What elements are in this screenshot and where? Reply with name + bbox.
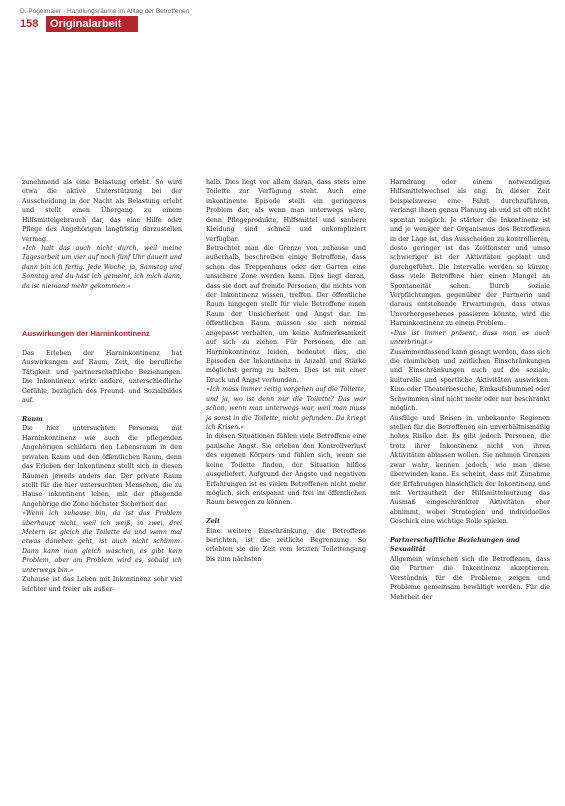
text-column-2: [206, 178, 366, 564]
paragraph: Ausflüge und Reisen in unbekannte Regionen stellen für die Betroffenen ein unverhältnismäßig hohes Risiko dar. Es gibt jedoch Personen, die trotz ihrer Inkontinenz nicht von ihren Aktivitäten ablassen wollen. Sie nehmen Grenzen zwar wahr, kennen jedoch, wie man diese überwinden kann. Es scheint, dass mit Zunahme der Erfahrungen hinsichtlich der Inkontinenz und mit Vertrautheit der Hilfsmittelnutzung das Ausmaß eingeschränkter Aktivitäten eher abnimmt, wobei Strategien und individuelles Geschick eine wichtige Rolle spielen.: [390, 414, 550, 526]
paragraph: Die hier untersuchten Personen mit Harninkontinenz wie auch die pflegenden Angehörigen schildern den Lebensraum in den privaten Raum und den öffentlichen Raum, denn das Erleben der Inkontinenz stellt sich in diesen Räumen jeweils anders dar. Der private Raum stellt für die hier untersuchten Menschen, die zu Hause inkontinent leben, mit der pflegende Angehörige die Zone höchster Sicherheit dar.: [22, 425, 182, 508]
paragraph: In diesen Situationen fühlen viele Betroffene eine panische Angst. Sie erleben den Kontrollverlust des eigenen Körpers und fühlen sich, wenn sie keine Toilette finden, der Situation hilflos ausgeliefert. Aufgrund der Ängste und negativen Erfahrungen ist es vielen Betroffenen nicht mehr möglich, sich entspannt und frei im öffentlichen Raum bewegen zu können.: [206, 433, 366, 507]
interview-quote: »Ich halt das auch nicht durch, weil meine Tagesarbeit um vier auf noch fünf Uhr dauert und dann bin ich fertig. Jede Woche, ja, Samstag und Sonntag und du hast ich gemeint, ich mich dann, da ist niemand mehr gekommen.«: [22, 244, 182, 290]
paragraph: Zuhause ist das Leben mit Inkontinenz sehr viel leichter und freier als außer-: [22, 576, 182, 593]
running-head: D. Pogelmaier · Handlungsräume im Alltag der Betroffenen: [20, 8, 190, 15]
paragraph: Das Erleben der Harninkontinenz hat Auswirkungen auf Raum, Zeit, die berufliche Tätigkeit und partnerschaftliche Beziehungen. Die Inkontinenz wirkt andere, unterschiedliche Gefühle, bezüglich des Freund- und Sozialbildes auf.: [22, 350, 182, 405]
page-number: 158: [20, 18, 39, 30]
paragraph: zunehmend als eine Belastung erlebt. So wird etwa die aktive Unterstützung bei der Ausscheidung in der Nacht als Belastung erlebt und stellt einen Übergang zu einem Hilfsmittelgebrauch dar, das eine Hilfe oder Pflege des Angehörigen langfristig darzustellen vermag.: [22, 179, 182, 243]
section-heading: Auswirkungen der Harninkontinenz: [22, 329, 150, 339]
subheading-partnerschaft: Partnerschaftliche Beziehungen und Sexualität: [390, 537, 520, 554]
section-tab: Originalarbeit: [46, 16, 138, 32]
paragraph: Eine weitere Einschränkung, die Betroffene berichten, ist die zeitliche Begrenzung. So erlebten sie die Zeit vom letzten Toilettengang bis zum nächsten: [206, 527, 366, 563]
paragraph: Harndrang oder einem notwendigen Hilfsmittelwechsel als eng. In dieser Zeit beispielsweise eine Fahrt durchzuführen, verlangt ihnen genau Planung ab und ist oft nicht spontan möglich. Je stärker die Inkontinenz ist und je weniger der Organismus des Betroffenen in der Lage ist, das Ausscheiden zu kontrollieren, desto geringer ist das Zeitfenster und umso schwieriger ist der Aktivitäten geplant und durchgeführt. Die Intervalle werden so kürzer, dass viele Betroffene hier einen Mangel an Spontaneität sehen. Durch soziale Verpflichtungen gegenüber der Partnerin und daraus entstehende Erwartungen, dass etwas Unvorhergesehenes passieren könnte, wird die Harninkontinenz zu einem Problem.: [390, 179, 550, 328]
interview-quote: »Das ist immer präsent, dass man es auch unterbringt.«: [390, 329, 550, 347]
paragraph: Betrachtet man die Grenze von zuhause und außerhalb, beschreiben einige Betroffene, dass schon das Treppenhaus oder der Garten eine unsichere Zone werden kann. Dies liegt daran, dass sie dort auf fremde Personen, die nichts von der Inkontinenz wissen, treffen. Der öffentliche Raum hingegen stellt für viele Betroffene einen Raum der Unsicherheit und Angst dar. Im öffentlichen Raum müssen sie sich normal angepasst verhalten, um keine Aufmerksamkeit auf sich zu ziehen. Für Personen, die an Harninkontinenz leiden, bedeutet dies, die Episoden der Inkontinenz in Anzahl und Stärke möglichst gering zu halten. Dies ist mit einer Druck und Angst verbunden.: [206, 244, 366, 384]
subheading-raum: Raum: [22, 415, 43, 423]
interview-quote: »Ich muss immer zeitig vorgehen auf die Toilette, und ja, wo ist denn nur die Toilette? Das war schon, wenn man unterwegs war, weil man muss ja sonst in die Toilette, nicht gefunden. Da kriegt ich Krisen.«: [206, 386, 366, 431]
text-column-1: [22, 178, 182, 594]
interview-quote: »Wenn ich zuhause bin, da ist das Problem überhaupt nicht, weil ich weiß, in zwei, drei Metern ist gleich die Toilette da und wenn mal etwas daneben geht, ist auch nicht schlimm. Dann kann man gleich waschen, es gibt kein Problem, aber am Problem wird es, sobald ich unterwegs bin.«: [22, 510, 182, 574]
paragraph: Zusammenfassend kann gesagt werden, dass sich die räumlichen und zeitlichen Einschränkungen und Einschränkungen auch auf die soziale, kulturelle und sportliche Aktivitäten auswirken. Kino oder Theaterbesuche, Einkaufsbummel oder Schwimmen sind nicht mehr oder nur beschränkt möglich.: [390, 348, 550, 413]
subheading-zeit: Zeit: [206, 518, 220, 526]
text-column-3: [390, 178, 550, 602]
paragraph: halb. Dies liegt vor allem daran, dass stets eine Toilette zur Verfügung steht. Auch eine inkontinente Episode stellt ein geringeres Problem dar, als wenn man unterwegs wäre, denn Pflegeprodukte, Hilfsmittel und saubere Kleidung sind schnell und unkompliziert verfügbar.: [206, 179, 366, 243]
paragraph: Allgemein wünschen sich die Betroffenen, dass die Partner die Inkontinenz akzeptieren. Verständnis für die Probleme zeigen und Probleme gemeinsam bewältigt werden. Für die Mehrheit der: [390, 555, 550, 601]
